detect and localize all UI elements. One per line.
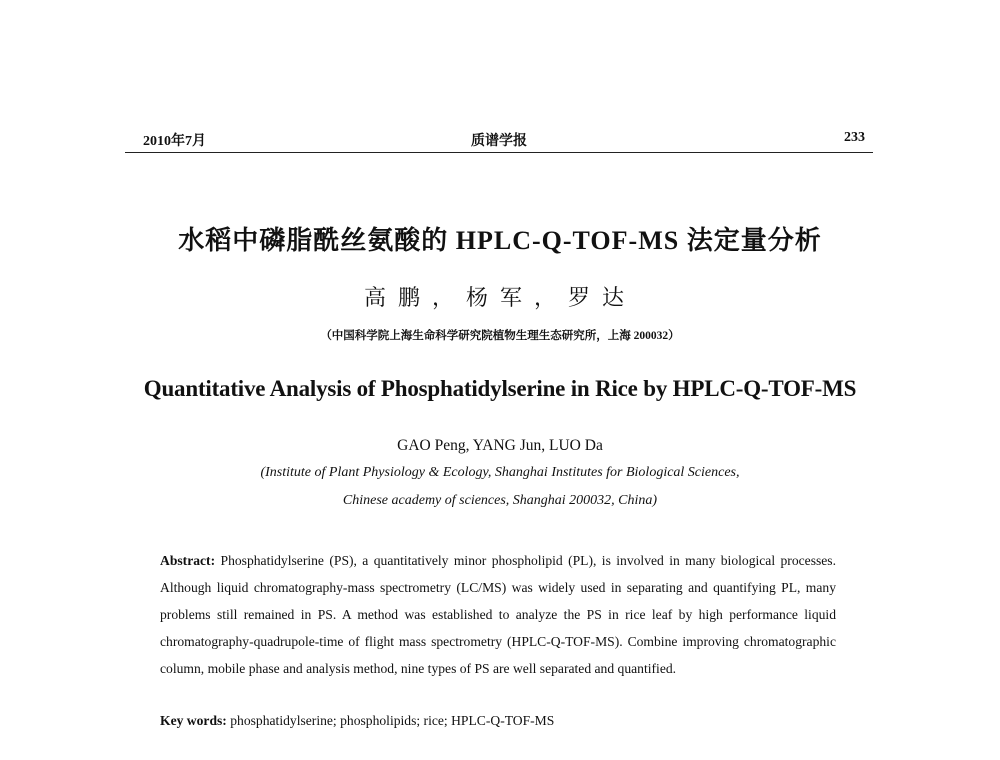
keywords-label: Key words: — [160, 713, 227, 728]
english-affiliation-line-2: Chinese academy of sciences, Shanghai 200032, China) — [342, 493, 658, 508]
chinese-affiliation: （中国科学院上海生命科学研究院植物生理生态研究所，上海 200032） — [320, 330, 680, 342]
keywords — [160, 713, 836, 729]
english-title: Quantitative Analysis of Phosphatidylserine in Rice by HPLC-Q-TOF-MS — [143, 376, 857, 401]
english-authors: GAO Peng, YANG Jun, LUO Da — [397, 437, 603, 454]
abstract-label: Abstract: — [160, 553, 216, 568]
chinese-title — [0, 220, 1000, 257]
keywords-text: phosphatidylserine; phospholipids; rice; HPLC-Q-TOF-MS — [230, 713, 555, 728]
running-header — [125, 126, 873, 153]
chinese-title-suffix: 法定量分析 — [679, 226, 822, 255]
abstract — [160, 547, 836, 682]
abstract-text: Phosphatidylserine (PS), a quantitatively minor phospholipid (PL), is involved in many biological processes. Although liquid chromatography-mass spectrometry (LC/MS) was widely used in separating and quantifying PL, many problems still remained in PS. A method was established to analyze the PS in rice leaf by high performance liquid chromatography-quadrupole-time of flight mass spectrometry (HPLC-Q-TOF-MS). Combine improving chromatographic column, mobile phase and analysis method, nine types of PS are well separated and quantified. — [160, 553, 836, 676]
chinese-title-prefix: 水稻中磷脂酰丝氨酸的 — [178, 226, 456, 255]
english-affiliation-line-1: (Institute of Plant Physiology & Ecology, Shanghai Institutes for Biological Sciences, — [260, 465, 740, 480]
chinese-authors: 高鹏，杨军，罗达 — [363, 285, 636, 310]
chinese-title-method: HPLC-Q-TOF-MS — [455, 226, 680, 255]
page-number: 233 — [844, 130, 865, 145]
journal-name: 质谱学报 — [471, 134, 527, 149]
issue-date: 2010年7月 — [143, 134, 206, 149]
